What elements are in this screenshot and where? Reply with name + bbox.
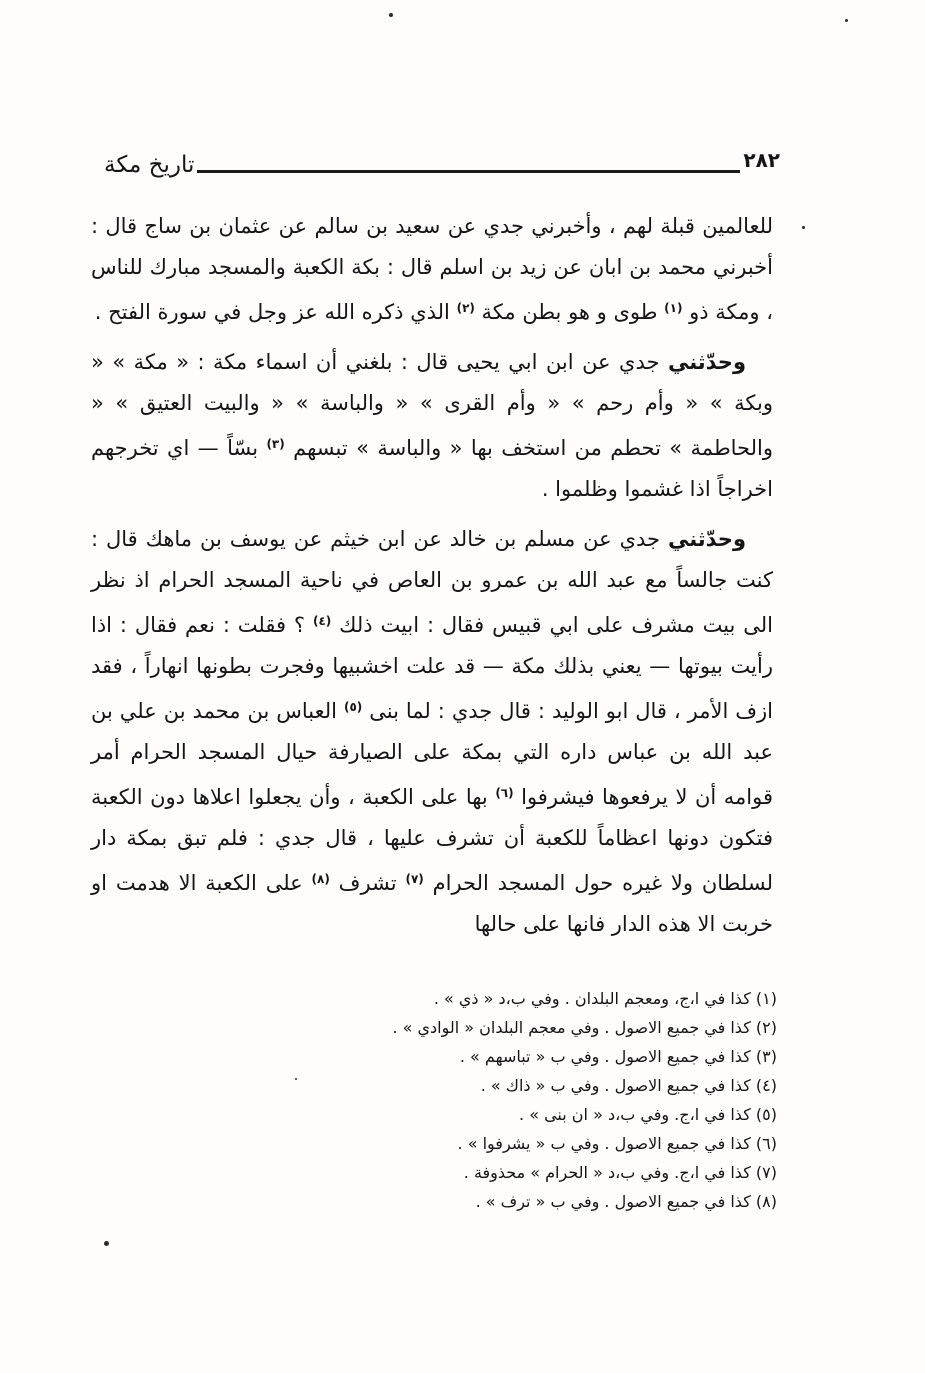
paragraph [91, 206, 773, 333]
footnote-marker: (٣) [266, 437, 285, 451]
footnote-marker: (٨) [311, 872, 330, 886]
scan-speck [104, 1241, 109, 1246]
body-text [91, 206, 773, 945]
text-segment: بها على الكعبة ، وأن يجعلوا اعلاها دون الكعبة فتكون دونها اعظاماً للكعبة أن تشرف عليها ، قال جدي : فلم تبق بمكة دار لسلطان ولا غيره حول المسجد الحرام [91, 785, 773, 895]
footnote-number: (٧) [755, 1163, 777, 1182]
footnote-text: كذا في جميع الاصول . وفي ب « تباسهم » . [459, 1047, 756, 1066]
paragraph [91, 519, 773, 945]
text-segment: جدي عن مسلم بن خالد عن ابن خيثم عن يوسف بن ماهك قال : كنت جالساً مع عبد الله بن عمرو بن العاص في ناحية المسجد الحرام اذ نظر الى بيت مشرف على ابي قبيس فقال : ابيت ذلك [91, 527, 773, 637]
footnote-number: (٤) [755, 1076, 777, 1095]
footnote-number: (٥) [755, 1105, 777, 1124]
footnote [177, 1158, 777, 1187]
footnote-number: (٦) [755, 1134, 777, 1153]
footnote-number: (٢) [755, 1018, 777, 1037]
footnote-text: كذا في جميع الاصول . وفي ب « يشرفوا » . [457, 1134, 756, 1153]
scan-speck [802, 226, 805, 229]
footnote [177, 1071, 777, 1100]
text-segment: الذي ذكره الله عز وجل في سورة الفتح . [94, 300, 457, 324]
running-header [104, 148, 780, 183]
footnote [177, 984, 777, 1013]
text-segment: تشرف [329, 871, 406, 895]
footnote [177, 1013, 777, 1042]
footnote-text: كذا في ا،ج. وفي ب،د « الحرام » محذوفة . [463, 1163, 756, 1182]
footnote-marker: (١) [664, 301, 683, 315]
footnote-marker: (٥) [343, 700, 363, 714]
footnote-number: (١) [755, 989, 777, 1008]
footnote-marker: (٧) [405, 872, 424, 886]
text-segment: طوى و هو بطن مكة [474, 300, 665, 324]
footnote [177, 1187, 777, 1216]
paragraph [91, 342, 773, 510]
footnote-number: (٣) [755, 1047, 777, 1066]
footnotes [177, 984, 777, 1216]
footnote [177, 1129, 777, 1158]
footnote-marker: (٦) [495, 786, 514, 800]
footnote-text: كذا في ا،ج، ومعجم البلدان . وفي ب،د « ذي » . [433, 989, 756, 1008]
scan-speck [389, 13, 393, 17]
text-segment: للعالمين قبلة لهم ، وأخبرني جدي عن سعيد بن سالم عن عثمان بن ساج قال : أخبرني محمد بن ابان عن زيد بن اسلم قال : بكة الكعبة والمسجد مبارك للناس ، ومكة ذو [91, 214, 773, 324]
text-segment: العباس بن محمد بن علي بن عبد الله بن عباس داره التي بمكة على الصيارفة حيال المسجد الحرام أمر قوامه أن لا يرفعوها فيشرفوا [91, 699, 773, 809]
footnote-text: كذا في ا،ج. وفي ب،د « ان بنى » . [519, 1105, 756, 1124]
footnote [177, 1042, 777, 1071]
footnote-number: (٨) [755, 1192, 777, 1211]
book-title: تاريخ مكة [104, 152, 195, 178]
scan-speck [295, 1078, 297, 1080]
text-segment: جدي عن ابن ابي يحيى قال : بلغني أن اسماء مكة : « مكة » « وبكة » « وأم رحم » « وأم القرى » « والباسة » « والبيت العتيق » « والحاطمة » تحطم من استخف بها « والباسة » تبسهم [91, 350, 773, 460]
text-segment: ؟ فقلت : نعم فقال : اذا رأيت بيوتها — يعني بذلك مكة — قد علت اخشبيها وفجرت بطونها انهاراً ، فقد ازف الأمر ، قال ابو الوليد : قال جدي : لما بنى [91, 613, 774, 723]
header-rule [197, 148, 740, 173]
text-segment: بسّاً — اي تخرجهم اخراجاً اذا غشموا وظلموا . [91, 436, 773, 501]
footnote-text: كذا في جميع الاصول . وفي معجم البلدان « الوادي » . [392, 1018, 756, 1037]
footnote-text: كذا في جميع الاصول . وفي ب « ذاك » . [480, 1076, 756, 1095]
footnote-text: كذا في جميع الاصول . وفي ب « ترف » . [475, 1192, 756, 1211]
page-number: ٢٨٢ [743, 148, 780, 172]
text-segment: وحدّثني [667, 350, 746, 374]
scan-speck [845, 19, 848, 22]
text-segment: وحدّثني [667, 527, 746, 551]
footnote-marker: (٢) [456, 301, 475, 315]
footnote [177, 1100, 777, 1129]
footnote-marker: (٤) [312, 614, 332, 628]
text-segment: على الكعبة الا هدمت او خربت الا هذه الدار فانها على حالها [91, 871, 773, 936]
